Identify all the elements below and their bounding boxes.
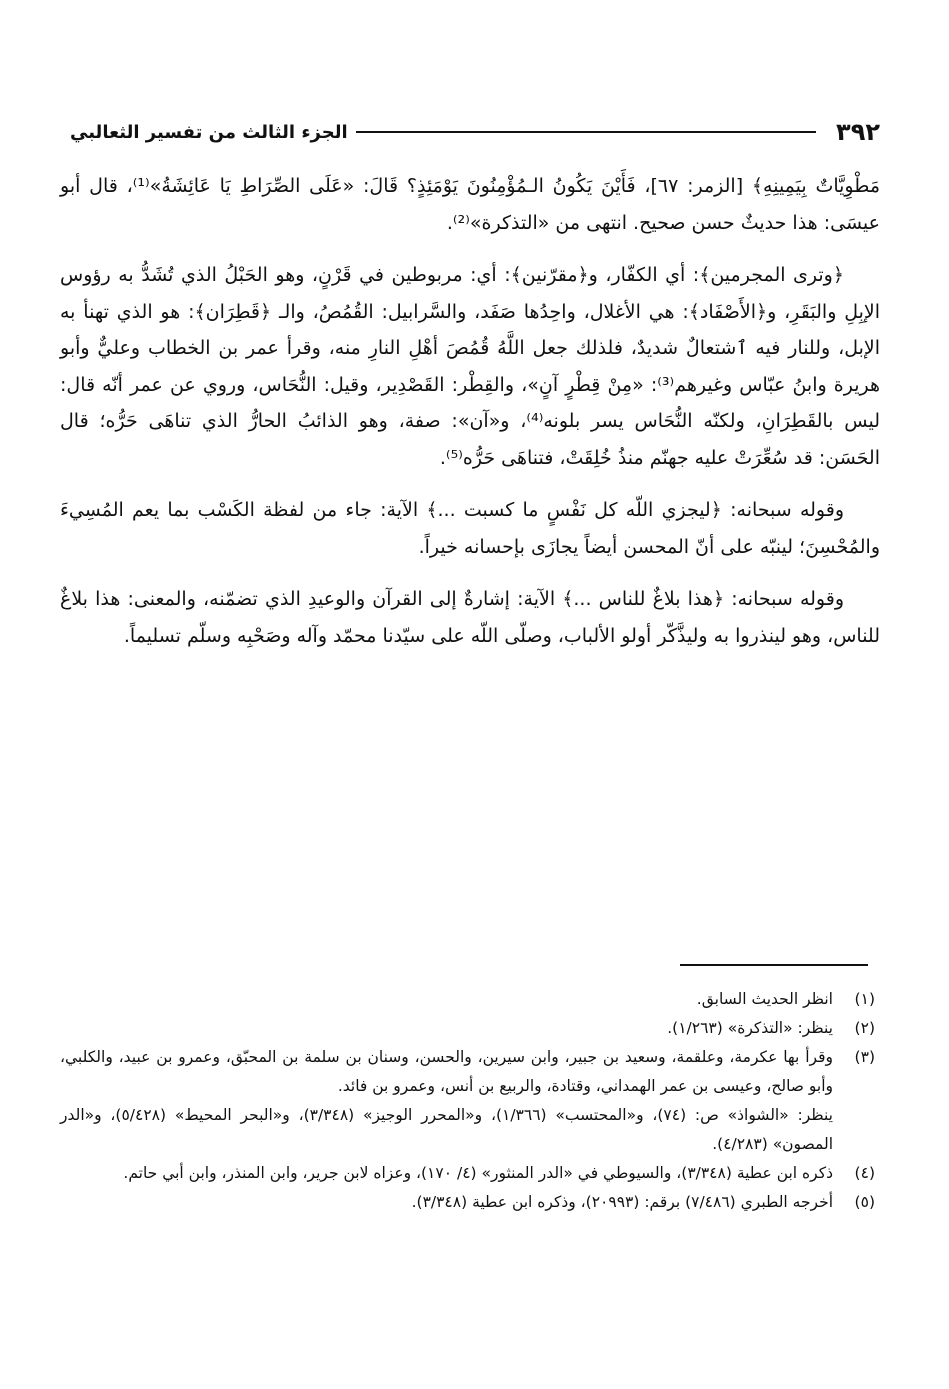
footnote <box>60 985 875 1014</box>
footnote <box>60 1043 875 1159</box>
page-number: ٣٩٢ <box>836 118 880 146</box>
footnote-text <box>60 1043 833 1159</box>
paragraph: وقوله سبحانه: ﴿هذا بلاغٌ للناس ...﴾ الآية: إشارةٌ إلى القرآن والوعيدِ الذي تضمّنه، والمعنى: هذا بلاغٌ للناس، وهو لينذروا به وليذَّكّر أولو الألباب، وصلّى اللّه على سيّدنا محمّد وآله وصَحْبِه وسلّم تسليماً. <box>60 588 880 647</box>
footnote-text: أخرجه الطبري (٧/٤٨٦) برقم: (٢٠٩٩٣)، وذكره ابن عطية (٣/٣٤٨). <box>411 1193 833 1211</box>
footnote-number: (٥) <box>854 1193 875 1211</box>
footnote-number: (١) <box>854 990 875 1008</box>
footnote <box>60 1014 875 1043</box>
footnote-number: (٤) <box>854 1164 875 1182</box>
footnote-text: ينظر: «التذكرة» (١/٢٦٣). <box>667 1019 833 1037</box>
main-text <box>60 168 880 670</box>
footnote <box>60 1159 875 1188</box>
footnote <box>60 1188 875 1217</box>
footnote-number: (٢) <box>854 1019 875 1037</box>
footnote-text: ذكره ابن عطية (٣/٣٤٨)، والسيوطي في «الدر المنثور» (٤/ ١٧٠)، وعزاه لابن جرير، وابن المنذر، وابن أبي حاتم. <box>123 1164 833 1182</box>
footnotes <box>60 985 875 1217</box>
paragraph: مَطْوِيَّاتٌ بِيَمِينِهِ﴾ [الزمر: ٦٧]، فَأَيْنَ يَكُونُ الـمُؤْمِنُونَ يَوْمَئِذٍ؟ قَالَ: «عَلَى الصِّرَاطِ يَا عَائِشَةُ»⁽¹⁾، قال أبو عيسَى: هذا حديثٌ حسن صحيح. انتهى من «التذكرة»⁽²⁾. <box>60 175 880 234</box>
footnote-separator <box>680 964 868 966</box>
footnote-references: ينظر: «الشواذ» ص: (٧٤)، و«المحتسب» (١/٣٦٦)، و«المحرر الوجيز» (٣/٣٤٨)، و«البحر المحيط» (٥/٤٢٨)، و«الدر المصون» (٤/٢٨٣). <box>60 1106 833 1153</box>
footnote-readers: وقرأ بها عكرمة، وعلقمة، وسعيد بن جبير، وابن سيرين، والحسن، وسنان بن سلمة بن المحبّق، وعمرو بن عبيد، والكلبي، وأبو صالح، وعيسى بن عمر الهمداني، وقتادة، والربيع بن أنس، وعمرو بن فائد. <box>60 1048 833 1095</box>
running-title: الجزء الثالث من تفسير الثعالبي <box>70 121 348 143</box>
page-header <box>70 112 880 152</box>
paragraph: ﴿وترى المجرمين﴾: أي الكفّار، و﴿مقرّنين﴾: أي: مربوطين في قَرْنٍ، وهو الحَبْلُ الذي تُشَدُّ به رؤوس الإبِلِ والبَقَرِ، و﴿الأَصْفَاد﴾: هي الأغلال، واحِدُها صَفَد، والسَّرابيل: القُمُصُ، والـ ﴿قَطِرَان﴾: هو الذي تهنأ به الإبل، وللنار فيه ٱشتعالٌ شديدٌ، فلذلك جعل اللَّهُ قُمُصَ أهْلِ النارِ منه، وقرأ عمر بن الخطاب وعليٌّ وأبو هريرة وابنُ عبّاس وغيرهم⁽³⁾: «مِنْ قِطْرٍ آنٍ»، والقِطْر: القَصْدِير، وقيل: النُّحَاس، وروي عن عمر أنّه قال: ليس بالقَطِرَانِ، ولكنّه النُّحَاس يسر بلونه⁽⁴⁾، و«آن»: صفة، وهو الذائبُ الحارُّ الذي تناهَى حَرُّه؛ قال الحَسَن: قد سُعِّرَتْ عليه جهنّم منذُ خُلِقَتْ، فتناهَى حَرُّه⁽⁵⁾. <box>60 264 880 469</box>
footnote-text: انظر الحديث السابق. <box>696 990 833 1008</box>
header-rule <box>356 131 816 133</box>
paragraph: وقوله سبحانه: ﴿ليجزي اللّه كل نَفْسٍ ما كسبت ...﴾ الآية: جاء من لفظة الكَسْب بما يعم المُسِيءَ والمُحْسِنَ؛ لينبّه على أنّ المحسن أيضاً يجازَى بإحسانه خيراً. <box>60 499 880 558</box>
footnote-number: (٣) <box>854 1048 875 1066</box>
